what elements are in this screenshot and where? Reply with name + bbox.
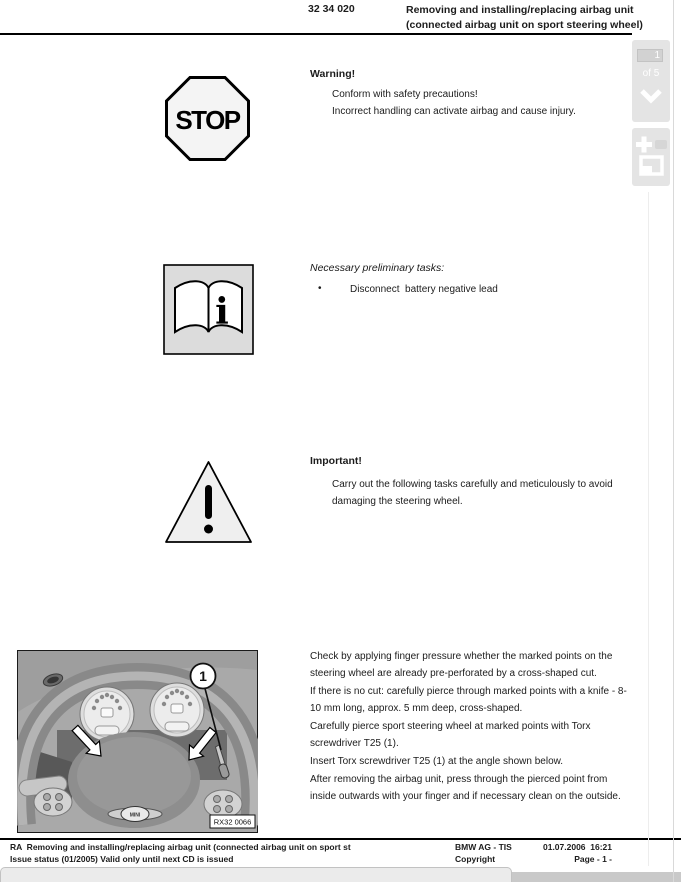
thumb-pad-left	[34, 788, 72, 816]
restore-window-icon	[634, 154, 668, 182]
procedure-text	[310, 648, 634, 806]
procedure-step: Carefully pierce sport steering wheel at marked points with Torx screwdriver T25 (1).	[310, 721, 591, 749]
info-letter: i	[215, 291, 229, 333]
procedure-step: If there is no cut: carefully pierce through marked points with a knife - 8-10 mm long, approx. 5 mm deep, cross-shaped.	[310, 686, 627, 714]
document-title-line2: (connected airbag unit on sport steering wheel)	[406, 19, 643, 31]
view-tools-panel	[632, 128, 670, 186]
footer-source: BMW AG - TIS	[455, 842, 512, 852]
stop-sign-icon	[164, 75, 251, 165]
photo-ref-label: RX32 0066	[213, 817, 252, 827]
plus-icon	[634, 134, 668, 154]
footer-right	[500, 841, 612, 865]
procedure-step: Check by applying finger pressure whether the marked points on the steering wheel are already pre-perforated by a cross-shaped cut.	[310, 651, 613, 679]
warning-heading: Warning!	[310, 68, 356, 80]
important-heading: Important!	[310, 455, 362, 467]
header-divider	[0, 33, 632, 35]
warning-line1: Conform with safety precautions!	[332, 89, 478, 100]
document-title	[406, 3, 646, 33]
footer-timestamp: 01.07.2006 16:21	[542, 842, 612, 852]
procedure-step: After removing the airbag unit, press through the pierced point from inside outwards with your finger and if necessary clean on the outside.	[310, 774, 621, 802]
right-edge-divider	[673, 0, 674, 882]
warning-line2: Incorrect handling can activate airbag and cause injury.	[332, 106, 576, 117]
restore-window-button[interactable]	[634, 154, 668, 182]
preliminary-task-item: Disconnect battery negative lead	[350, 284, 498, 295]
scroll-column-divider	[648, 192, 649, 866]
footer-left	[10, 841, 410, 865]
important-body: Carry out the following tasks carefully and meticulously to avoid damaging the steering wheel.	[332, 479, 613, 507]
callout-1-number: 1	[199, 668, 207, 684]
handbook-info-icon	[163, 264, 254, 358]
footer-issue-status: Issue status (01/2005) Valid only until next CD is issued	[10, 854, 234, 864]
horizontal-scrollbar-thumb[interactable]	[0, 867, 512, 882]
document-code: 32 34 020	[308, 3, 355, 15]
svg-text:MINI: MINI	[129, 812, 141, 819]
document-title-line1: Removing and installing/replacing airbag unit	[406, 4, 634, 16]
zoom-in-button[interactable]	[634, 134, 668, 154]
stop-sign-label: STOP	[175, 105, 240, 135]
bullet-marker: •	[318, 283, 322, 294]
steering-wheel-figure	[17, 650, 258, 833]
procedure-step: Insert Torx screwdriver T25 (1) at the angle shown below.	[310, 756, 564, 767]
warning-triangle-icon	[162, 458, 255, 549]
gauge-right	[150, 683, 204, 737]
footer-copyright: Copyright	[455, 854, 496, 864]
preliminary-tasks-heading: Necessary preliminary tasks:	[310, 262, 445, 274]
footer-divider	[0, 838, 681, 840]
footer-doc-title: RA Removing and installing/replacing airbag unit (connected airbag unit on sport st	[10, 842, 351, 852]
page-navigation-panel	[632, 40, 670, 122]
chevron-down-icon	[639, 88, 663, 104]
footer-page-number: Page - 1 -	[574, 854, 612, 864]
page-count-label: of 5	[642, 68, 660, 79]
thumb-pad-right	[204, 790, 242, 818]
page-number-input[interactable]	[637, 49, 663, 62]
next-page-button[interactable]	[639, 88, 663, 104]
